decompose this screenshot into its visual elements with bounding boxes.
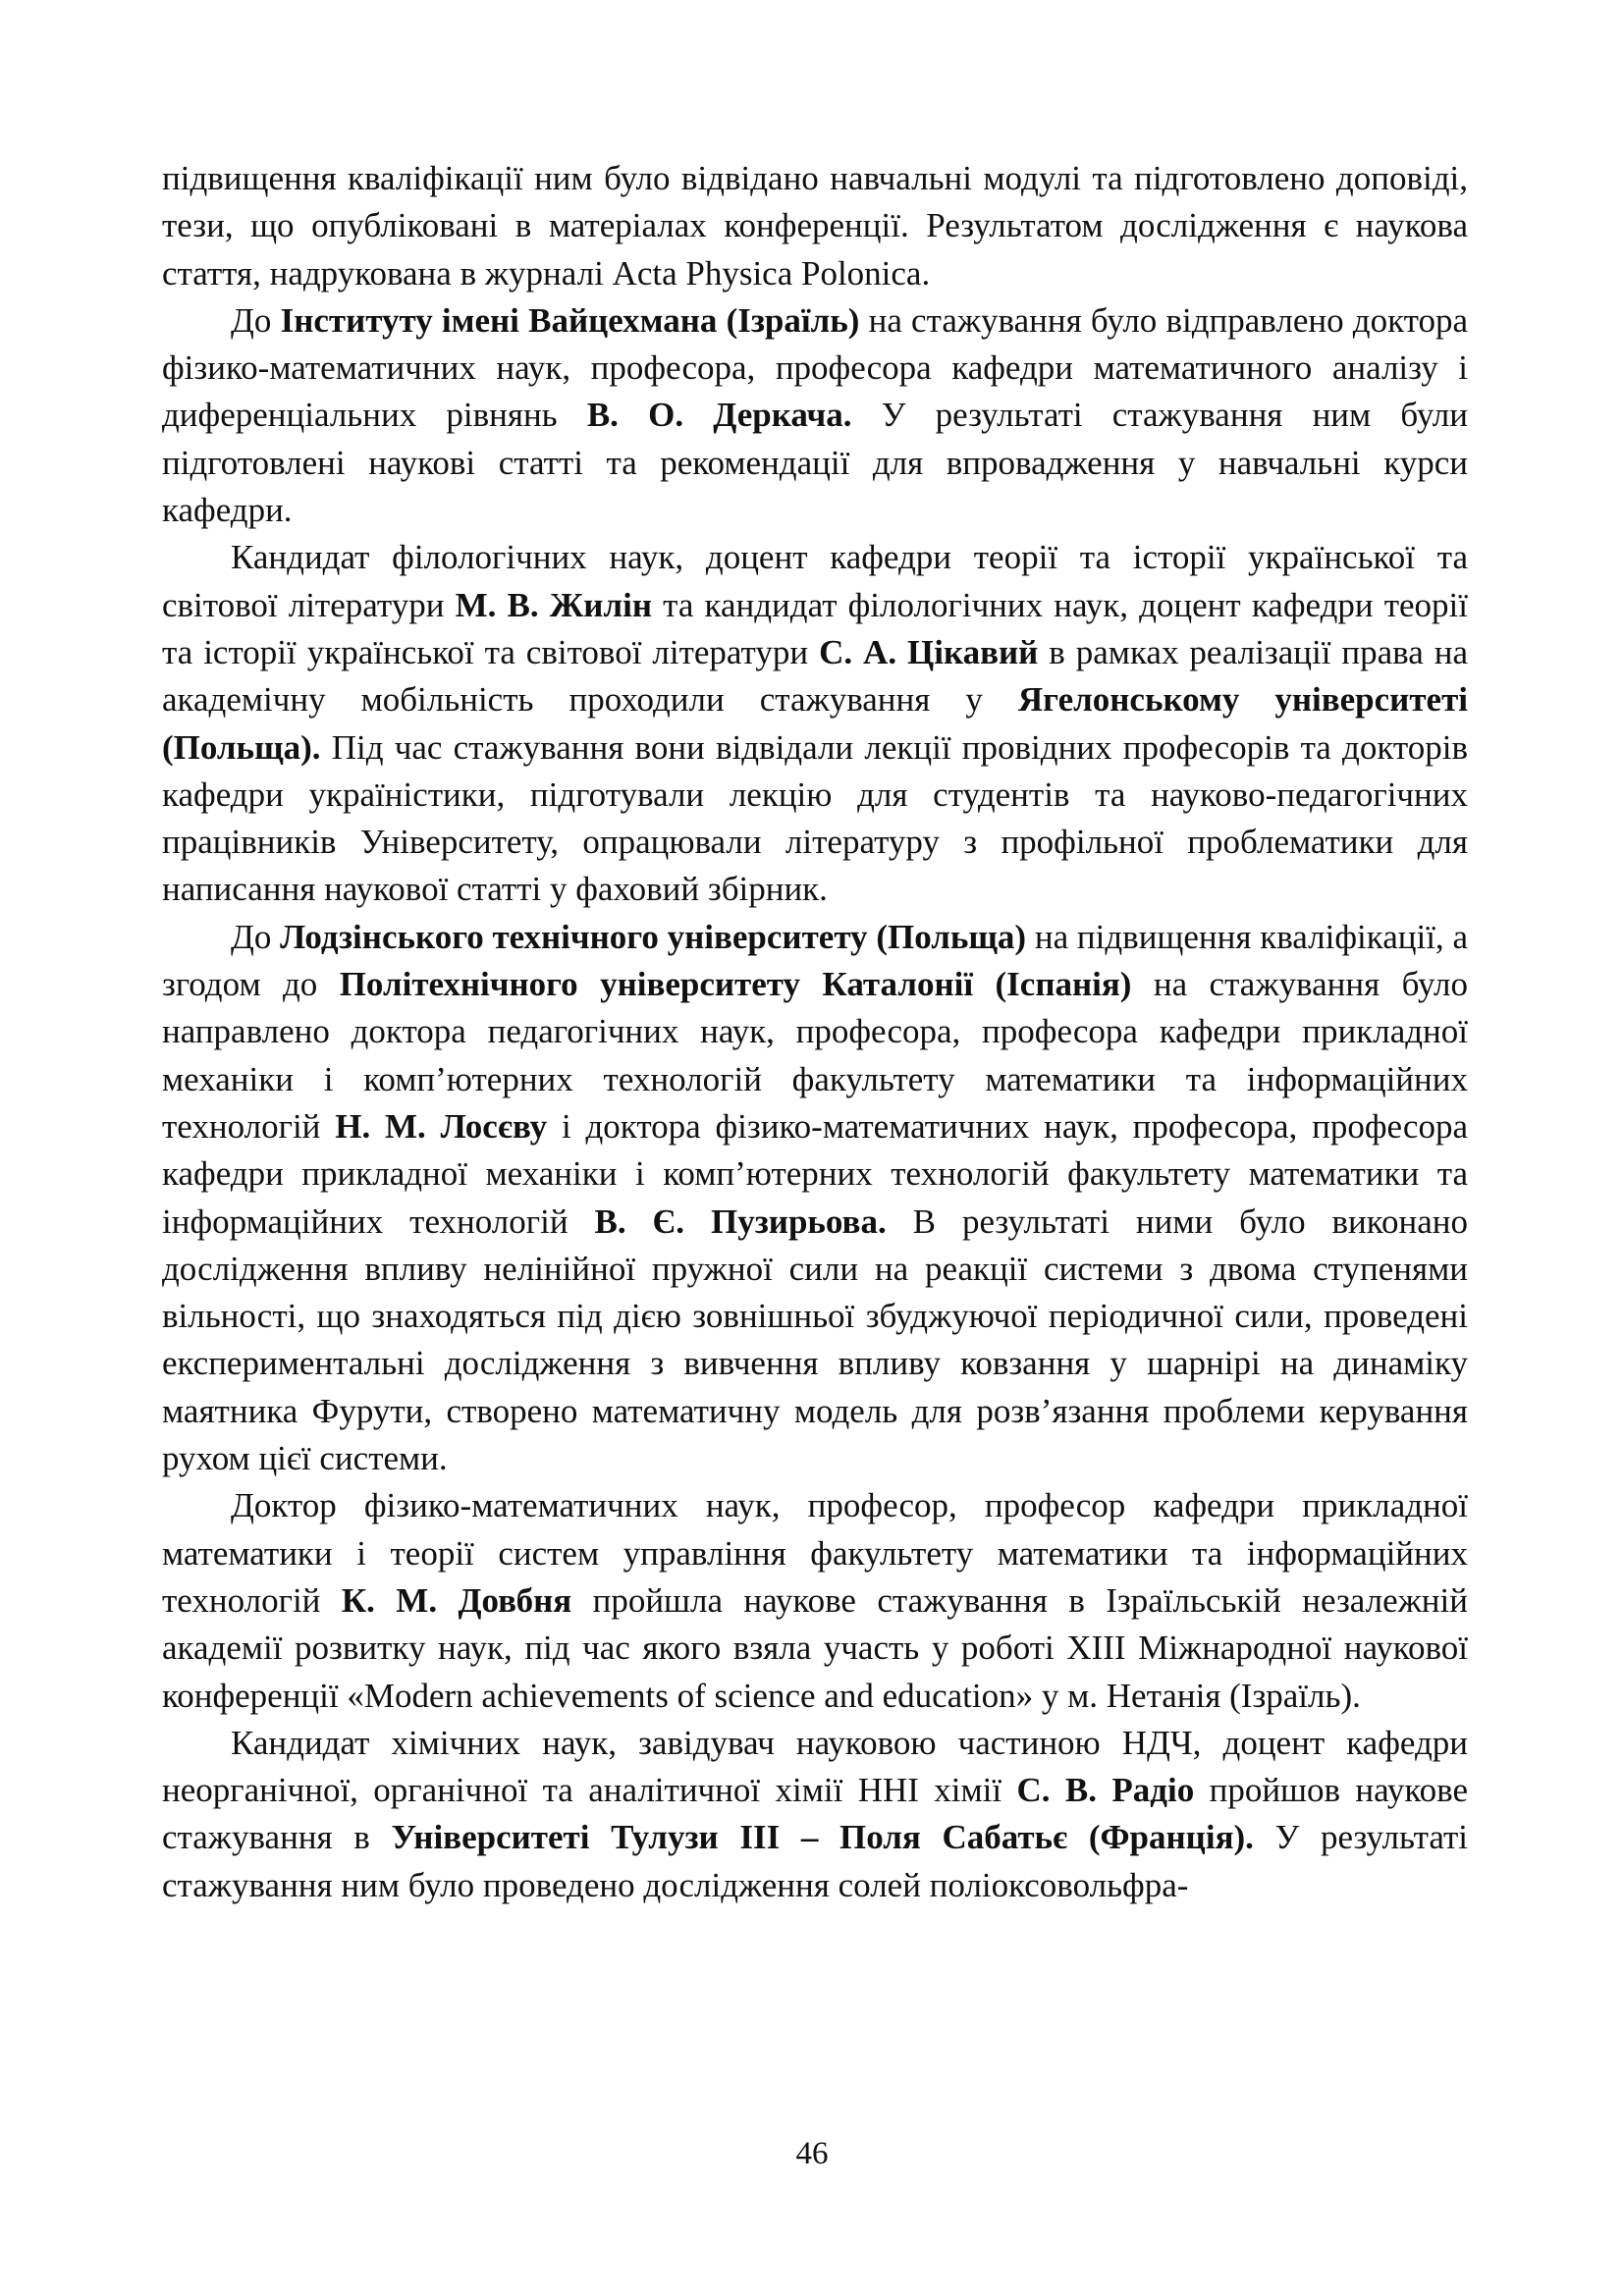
document-body [162,155,1468,1909]
paragraph [162,155,1468,297]
text-run: В результаті ними було виконано дослідження впливу нелінійної пружної сили на реакції системи з двома ступенями вільності, що знаходяться під дією зовнішньої збуджуючої періодичної сили, проведені експериментальні дослідження з вивчення впливу ковзання у шарнірі на динаміку маятника Фурути, створено математичну модель для розв’язання проблеми керування рухом цієї системи. [162,1201,1469,1478]
bold-text-run: С. В. Радіо [1016,1771,1195,1810]
text-run: Кандидат філологічних наук, доцент кафедри теорії та історії української та світової літератури [162,538,1468,624]
bold-text-run: Лодзінського технічного університету (Польща) [280,917,1027,956]
bold-text-run: Ягелонському університеті (Польща). [162,680,1468,767]
bold-text-run: Університеті Тулузи III – Поля Сабатьє (Франція). [391,1818,1254,1857]
paragraph [162,914,1468,1483]
bold-text-run: С. А. Цікавий [819,632,1039,671]
paragraph [162,1482,1468,1719]
text-run: пройшов наукове стажування в [162,1771,1468,1857]
text-run: Доктор фізико-математичних наук, професор, професор кафедри прикладної математики і теорії систем управління факультету математики та інформаційних технологій [162,1486,1468,1620]
text-run: У результаті стажування ним були підготовлені наукові статті та рекомендації для впровадження у навчальні курси кафедри. [162,396,1468,530]
bold-text-run: М. В. Жилін [455,585,652,624]
text-run: До [231,300,281,340]
paragraph [162,297,1468,534]
bold-text-run: Політехнічного університету Каталонії (Іспанія) [339,965,1132,1004]
bold-text-run: К. М. Довбня [341,1580,572,1620]
text-run: Кандидат хімічних наук, завідувач науковою частиною НДЧ, доцент кафедри неорганічної, органічної та аналітичної хімії ННІ хімії [162,1723,1468,1810]
text-run: на стажування було направлено доктора педагогічних наук, професора, професора кафедри прикладної механіки і комп’ютерних технологій факультету математики та інформаційних технологій [162,965,1468,1146]
bold-text-run: В. О. Деркача. [586,396,852,435]
text-run: пройшла наукове стажування в Ізраїльській незалежній академії розвитку наук, під час якого взяла участь у роботі XIII Міжнародної наукової конференції «Modern achievements of science and education» у м. Нетанія (Ізраїль). [162,1580,1468,1715]
text-run: на стажування було відправлено доктора фізико-математичних наук, професора, професора кафедри математичного аналізу і диференціальних рівнянь [162,300,1469,435]
paragraph [162,1720,1468,1909]
text-run: підвищення кваліфікації ним було відвідано навчальні модулі та підготовлено доповіді, тези, що опубліковані в матеріалах конференції. Результатом дослідження є наукова стаття, надрукована в журналі Acta Physica Polonica. [162,159,1468,293]
text-run: У результаті стажування ним було проведено дослідження солей поліоксовольфра- [162,1818,1468,1904]
text-run: на підвищення кваліфікації, а згодом до [162,917,1468,1004]
text-run: та кандидат філологічних наук, доцент кафедри теорії та історії української та світової літератури [162,585,1469,671]
text-run: і доктора фізико-математичних наук, професора, професора кафедри прикладної механіки і комп’ютерних технологій факультету математики та інформаційних технологій [162,1106,1468,1241]
text-run: До [231,917,281,956]
bold-text-run: Н. М. Лосєву [335,1106,548,1146]
bold-text-run: Інституту імені Вайцехмана (Ізраїль) [280,300,860,340]
text-run: в рамках реалізації права на академічну мобільність проходили стажування у [162,632,1468,720]
paragraph [162,534,1468,913]
page-number: 46 [795,2136,829,2171]
text-run: Під час стажування вони відвідали лекції провідних професорів та докторів кафедри україністики, підготували лекцію для студентів та науково-педагогічних працівників Університету, опрацювали літературу з профільної проблематики для написання наукової статті у фаховий збірник. [162,727,1468,909]
bold-text-run: В. Є. Пузирьова. [594,1201,887,1241]
